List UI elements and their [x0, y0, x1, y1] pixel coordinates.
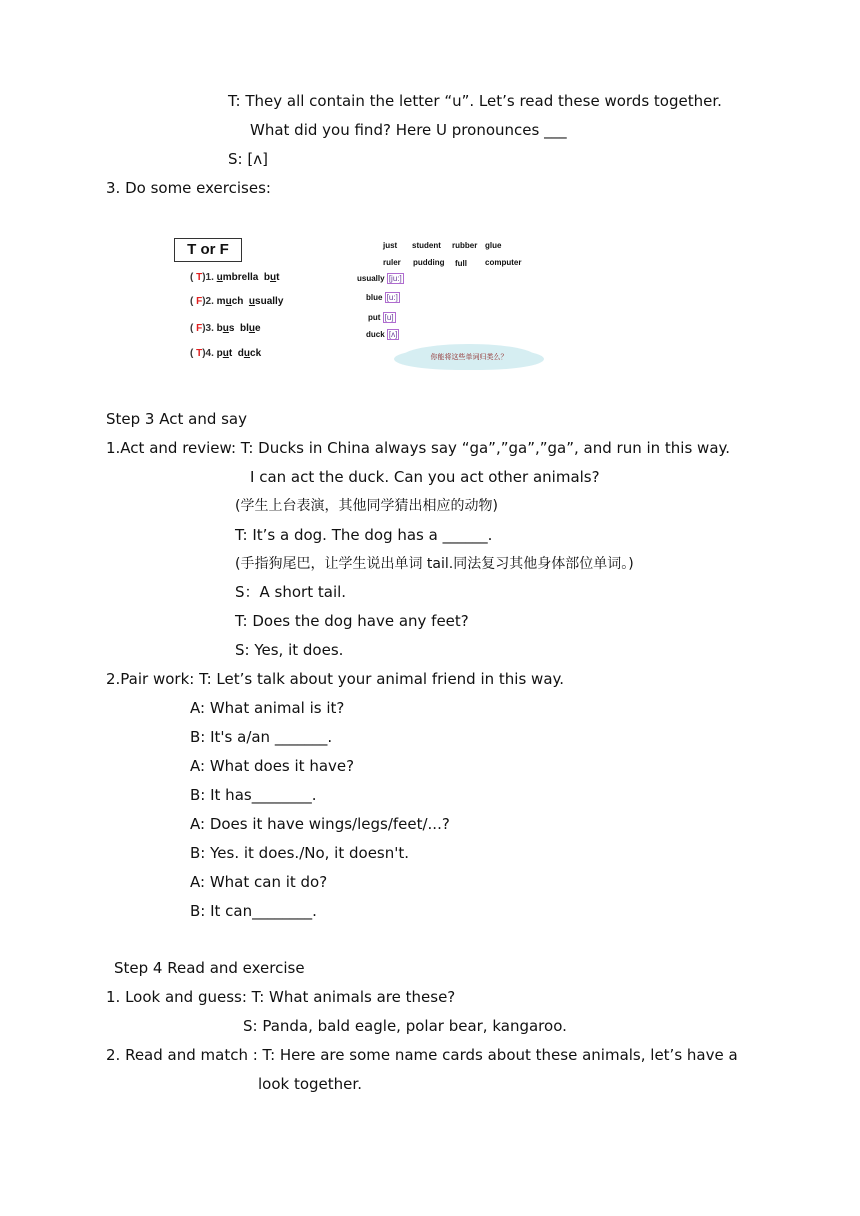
bank-word: just [383, 241, 398, 250]
bank-word: student [412, 241, 441, 250]
text-line: I can act the duck. Can you act other animals? [250, 468, 600, 486]
text-line: What did you find? Here U pronounces ___ [250, 121, 567, 139]
exercise-item: ( T)1. umbrella but [190, 272, 280, 283]
bank-word: glue [485, 241, 502, 250]
text-line: T: It’s a dog. The dog has a ______. [235, 526, 493, 544]
dialogue-line: A: What can it do? [190, 873, 328, 891]
text-line: look together. [258, 1075, 362, 1093]
exercise-item: ( F)3. bus blue [190, 323, 261, 334]
answer-mark: T [196, 348, 203, 359]
question-cloud: 你能将这些单词归类么？ [402, 344, 536, 370]
text-line: 1. Look and guess: T: What animals are these? [106, 988, 456, 1006]
answer-mark: F [196, 323, 203, 334]
figure-title: T or F [174, 238, 242, 262]
sort-row: duck [ʌ] [366, 330, 398, 339]
exercise-item: ( T)4. put duck [190, 348, 262, 359]
sort-row: usually [ju:] [357, 274, 402, 283]
bank-word: full [455, 259, 467, 268]
dialogue-line: B: Yes. it does./No, it doesn't. [190, 844, 410, 862]
text-line: S: Panda, bald eagle, polar bear, kangaroo. [243, 1017, 567, 1035]
dialogue-line: A: What animal is it? [190, 699, 345, 717]
bank-word: computer [485, 258, 522, 267]
dialogue-line: B: It can________. [190, 902, 317, 920]
bank-word: ruler [383, 258, 401, 267]
text-line: T: They all contain the letter “u”. Let’s read these words together. [228, 92, 722, 110]
section-heading: Step 3 Act and say [106, 410, 247, 428]
text-line: (手指狗尾巴，让学生说出单词 tail.同法复习其他身体部位单词。) [235, 556, 634, 572]
text-line: (学生上台表演，其他同学猜出相应的动物) [235, 498, 498, 514]
dialogue-line: A: Does it have wings/legs/feet/...? [190, 815, 450, 833]
text-line: 2. Read and match : T: Here are some name cards about these animals, let’s have a [106, 1046, 738, 1064]
answer-mark: F [196, 296, 203, 307]
dialogue-line: B: It's a/an _______. [190, 728, 333, 746]
text-line: S：A short tail. [235, 583, 347, 601]
dialogue-line: B: It has________. [190, 786, 317, 804]
section-heading: Step 4 Read and exercise [114, 959, 305, 977]
section-heading: 3. Do some exercises: [106, 179, 271, 197]
exercise-item: ( F)2. much usually [190, 296, 284, 307]
dialogue-line: A: What does it have? [190, 757, 355, 775]
sort-row: blue [u:] [366, 293, 398, 302]
text-line: 2.Pair work: T: Let’s talk about your animal friend in this way. [106, 670, 565, 688]
answer-mark: T [196, 272, 203, 283]
text-line: S: Yes, it does. [235, 641, 344, 659]
bank-word: pudding [413, 258, 445, 267]
bank-word: rubber [452, 241, 478, 250]
exercise-figure [170, 230, 550, 380]
text-line: T: Does the dog have any feet? [235, 612, 469, 630]
text-line: S: [ʌ] [228, 150, 268, 168]
sort-row: put [u] [368, 313, 394, 322]
text-line: 1.Act and review: T: Ducks in China always say “ga”,”ga”,”ga”, and run in this way. [106, 439, 731, 457]
